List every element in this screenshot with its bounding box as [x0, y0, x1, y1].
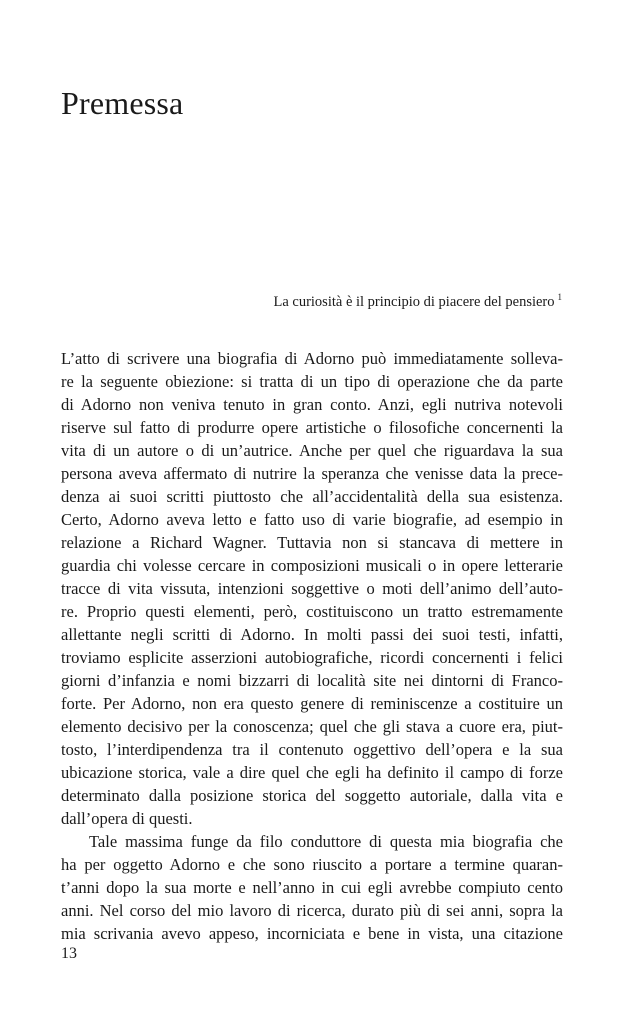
text-line: giorni d’infanzia e nomi bizzarri di località site nei dintorni di Franco-	[61, 671, 563, 690]
text-line: riserve sul fatto di produrre opere artistiche o filosofiche concernenti la	[61, 418, 563, 437]
text-line: ubicazione storica, vale a dire quel che egli ha definito il campo di forze	[61, 763, 563, 782]
text-line: relazione a Richard Wagner. Tuttavia non si stancava di mettere in	[61, 533, 563, 552]
text-line: persona aveva affermato di nutrire la speranza che venisse data la prece-	[61, 464, 563, 483]
page-title: Premessa	[61, 85, 184, 121]
epigraph-text: La curiosità è il principio di piacere del pensiero	[273, 293, 555, 310]
text-line: determinato dalla posizione storica del soggetto autoriale, dalla vita e	[61, 786, 563, 805]
footnote-marker[interactable]: 1	[557, 292, 562, 302]
text-line: L’atto di scrivere una biografia di Adorno può immediatamente solleva-	[61, 349, 563, 368]
text-line: Certo, Adorno aveva letto e fatto uso di varie biografie, ad esempio in	[61, 510, 563, 529]
text-line: re la seguente obiezione: si tratta di un tipo di operazione che da parte	[61, 372, 563, 391]
text-line: t’anni dopo la sua morte e nell’anno in cui egli avrebbe compiuto cento	[61, 878, 563, 897]
text-line: tracce di vita vissuta, intenzioni soggettive o moti dell’animo dell’auto-	[61, 579, 563, 598]
text-line: dall’opera di questi.	[61, 809, 193, 828]
text-line: tosto, l’interdipendenza tra il contenuto oggettivo dell’opera e la sua	[61, 740, 563, 759]
text-line: vita di un autore o di un’autrice. Anche per quel che riguardava la sua	[61, 441, 563, 460]
text-line: di Adorno non veniva tenuto in gran conto. Anzi, egli nutriva notevoli	[61, 395, 563, 414]
page-number: 13	[61, 945, 77, 962]
body-text	[61, 347, 563, 945]
text-line: allettante negli scritti di Adorno. In molti passi dei suoi testi, infatti,	[61, 625, 563, 644]
paragraph	[61, 347, 563, 830]
text-line: anni. Nel corso del mio lavoro di ricerca, durato più di sei anni, sopra la	[61, 901, 563, 920]
text-line: mia scrivania avevo appeso, incorniciata e bene in vista, una citazione	[61, 924, 563, 943]
text-line: re. Proprio questi elementi, però, costituiscono un tratto estremamente	[61, 602, 563, 621]
text-line: denza ai suoi scritti piuttosto che all’accidentalità della sua esistenza.	[61, 487, 563, 506]
text-line: guardia chi volesse cercare in composizioni musicali o in opere letterarie	[61, 556, 563, 575]
text-line: troviamo esplicite asserzioni autobiografiche, ricordi concernenti i felici	[61, 648, 563, 667]
paragraph	[61, 830, 563, 945]
text-line: elemento decisivo per la conoscenza; quel che gli stava a cuore era, piut-	[61, 717, 563, 736]
text-line: forte. Per Adorno, non era questo genere di reminiscenze a costituire un	[61, 694, 563, 713]
text-line: Tale massima funge da filo conduttore di questa mia biografia che	[89, 832, 563, 851]
epigraph	[273, 287, 562, 312]
text-line: ha per oggetto Adorno e che sono riuscito a portare a termine quaran-	[61, 855, 563, 874]
